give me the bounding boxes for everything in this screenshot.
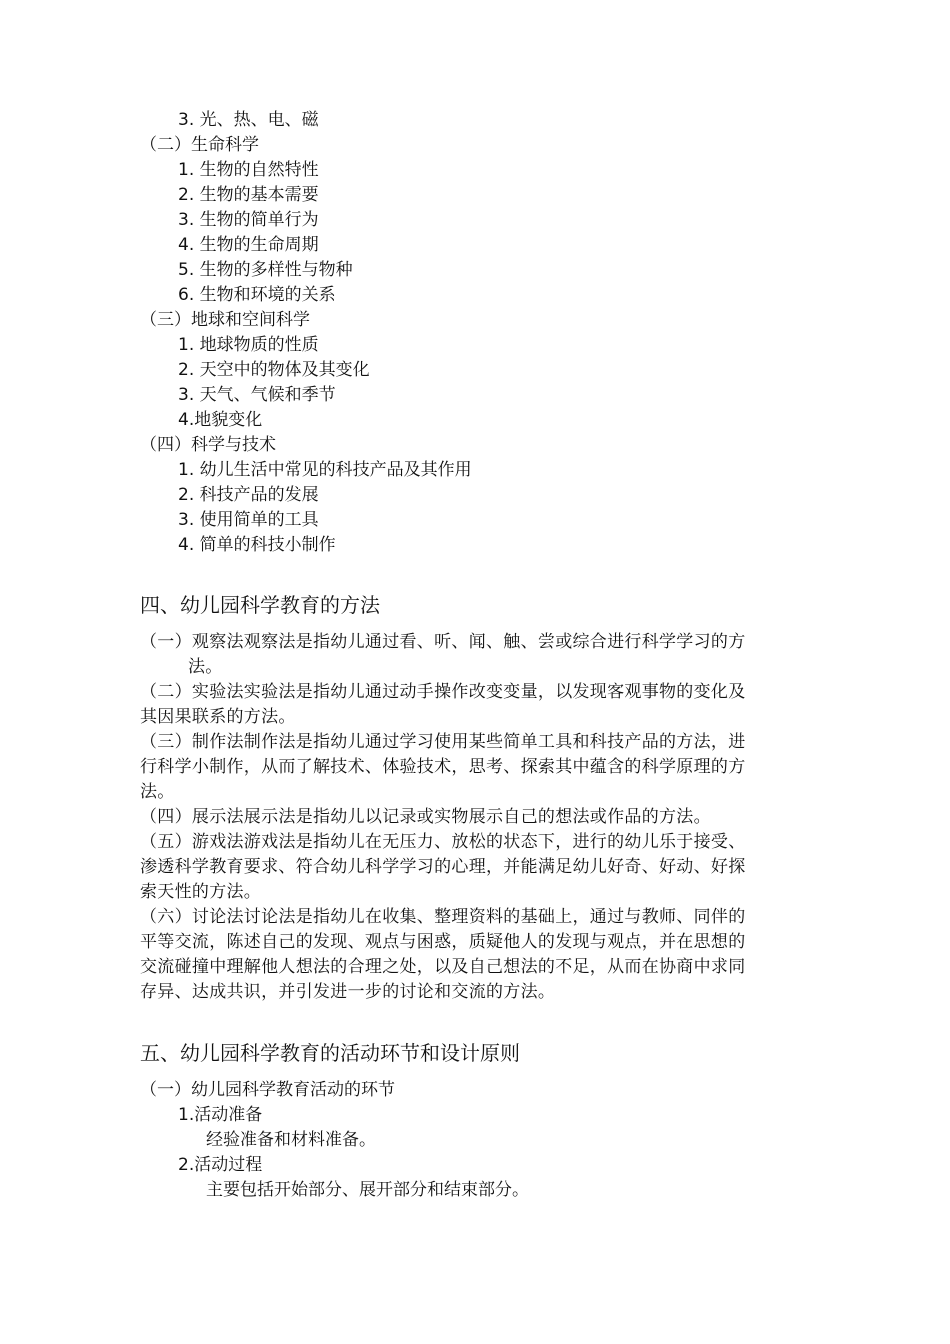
paragraph-line: 行科学小制作，从而了解技术、体验技术，思考、探索其中蕴含的科学原理的方 <box>140 757 746 777</box>
paragraph-line: 法。 <box>188 657 223 677</box>
outline-item: 3. 光、热、电、磁 <box>178 110 319 130</box>
outline-item: 1. 生物的自然特性 <box>178 160 319 180</box>
heading-methods: 四、幼儿园科学教育的方法 <box>140 593 380 617</box>
section-title-earth-space-science: （三）地球和空间科学 <box>140 310 310 330</box>
paragraph-line: 存异、达成共识，并引发进一步的讨论和交流的方法。 <box>140 982 556 1002</box>
paragraph-line: （一）观察法观察法是指幼儿通过看、听、闻、触、尝或综合进行科学学习的方 <box>140 632 746 652</box>
outline-item: 1. 幼儿生活中常见的科技产品及其作用 <box>178 460 472 480</box>
section-title-activity-steps: （一）幼儿园科学教育活动的环节 <box>140 1080 395 1100</box>
outline-item: 1.活动准备 <box>178 1105 263 1125</box>
outline-item: 3. 生物的简单行为 <box>178 210 319 230</box>
paragraph-line: 法。 <box>140 782 175 802</box>
outline-item: 4. 简单的科技小制作 <box>178 535 336 555</box>
outline-item: 4. 生物的生命周期 <box>178 235 319 255</box>
paragraph-line: （五）游戏法游戏法是指幼儿在无压力、放松的状态下，进行的幼儿乐于接受、 <box>140 832 746 852</box>
outline-item-text: 经验准备和材料准备。 <box>206 1130 376 1150</box>
paragraph-line: 其因果联系的方法。 <box>140 707 296 727</box>
outline-item: 2.活动过程 <box>178 1155 263 1175</box>
paragraph-line: （三）制作法制作法是指幼儿通过学习使用某些简单工具和科技产品的方法，进 <box>140 732 746 752</box>
outline-item: 2. 生物的基本需要 <box>178 185 319 205</box>
paragraph-line: （六）讨论法讨论法是指幼儿在收集、整理资料的基础上，通过与教师、同伴的 <box>140 907 746 927</box>
heading-activities: 五、幼儿园科学教育的活动环节和设计原则 <box>140 1041 520 1065</box>
outline-item: 4.地貌变化 <box>178 410 263 430</box>
paragraph-line: 索天性的方法。 <box>140 882 262 902</box>
outline-item: 2. 科技产品的发展 <box>178 485 319 505</box>
outline-item: 1. 地球物质的性质 <box>178 335 319 355</box>
paragraph-line: （四）展示法展示法是指幼儿以记录或实物展示自己的想法或作品的方法。 <box>140 807 711 827</box>
paragraph-line: 交流碰撞中理解他人想法的合理之处，以及自己想法的不足，从而在协商中求同 <box>140 957 746 977</box>
outline-item: 6. 生物和环境的关系 <box>178 285 336 305</box>
paragraph-line: 平等交流，陈述自己的发现、观点与困惑，质疑他人的发现与观点，并在思想的 <box>140 932 746 952</box>
outline-item-text: 主要包括开始部分、展开部分和结束部分。 <box>206 1180 529 1200</box>
paragraph-line: （二）实验法实验法是指幼儿通过动手操作改变变量，以发现客观事物的变化及 <box>140 682 746 702</box>
outline-item: 3. 使用简单的工具 <box>178 510 319 530</box>
section-title-life-science: （二）生命科学 <box>140 135 259 155</box>
section-title-science-technology: （四）科学与技术 <box>140 435 276 455</box>
outline-item: 5. 生物的多样性与物种 <box>178 260 353 280</box>
paragraph-line: 渗透科学教育要求、符合幼儿科学学习的心理，并能满足幼儿好奇、好动、好探 <box>140 857 746 877</box>
outline-item: 3. 天气、气候和季节 <box>178 385 336 405</box>
outline-item: 2. 天空中的物体及其变化 <box>178 360 370 380</box>
